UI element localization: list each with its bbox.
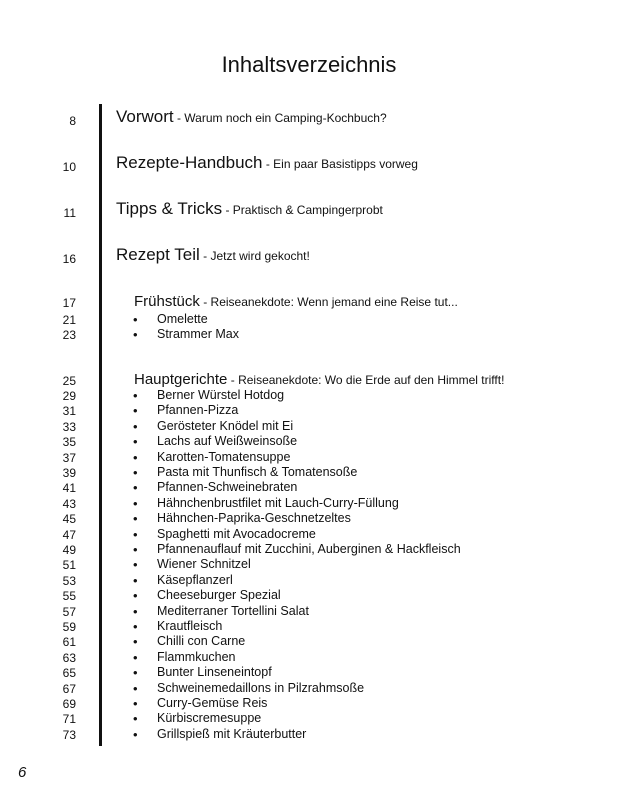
recipe-label: Cheeseburger Spezial <box>157 588 281 603</box>
bullet-icon: • <box>133 726 138 742</box>
bullet-icon: • <box>133 403 138 419</box>
recipe-label: Omelette <box>157 312 208 326</box>
toc-section[interactable] <box>0 245 600 265</box>
section-description: - Ein paar Basistipps vorweg <box>262 157 418 171</box>
section-title: Rezept Teil <box>116 245 200 264</box>
section-description: - Jetzt wird gekocht! <box>199 249 310 263</box>
page-number: 10 <box>62 160 76 174</box>
bullet-icon: • <box>133 511 138 527</box>
bullet-icon: • <box>133 603 138 619</box>
toc-section[interactable] <box>0 153 600 173</box>
recipe-label: Curry-Gemüse Reis <box>157 696 268 710</box>
page-number: 31 <box>62 404 76 419</box>
page-number: 61 <box>62 635 76 650</box>
page-number: 55 <box>62 589 76 604</box>
recipe-label: Spaghetti mit Avocadocreme <box>157 526 316 541</box>
section-title: Rezepte-Handbuch <box>116 153 263 172</box>
page-number: 16 <box>62 252 76 266</box>
page-number: 49 <box>62 543 76 557</box>
recipe-label: Wiener Schnitzel <box>157 557 251 572</box>
bullet-icon: • <box>133 465 138 480</box>
bullet-icon: • <box>133 449 138 465</box>
page-number: 45 <box>62 512 76 527</box>
bullet-icon: • <box>133 480 138 496</box>
recipe-label: Strammer Max <box>157 327 239 342</box>
bullet-icon: • <box>133 495 138 511</box>
bullet-icon: • <box>133 665 138 681</box>
bullet-icon: • <box>133 557 138 573</box>
page-number: 69 <box>62 697 76 711</box>
subsection-title: Frühstück <box>134 293 200 310</box>
toc-item[interactable] <box>0 727 600 747</box>
recipe-label: Lachs auf Weißweinsoße <box>157 434 298 449</box>
page-number: 11 <box>63 206 76 220</box>
bullet-icon: • <box>133 634 138 650</box>
recipe-label: Mediterraner Tortellini Salat <box>157 603 309 618</box>
bullet-icon: • <box>133 312 138 327</box>
page-number: 71 <box>62 712 76 727</box>
recipe-label: Pfannenauflauf mit Zucchini, Auberginen & Hackfleisch <box>157 542 461 556</box>
recipe-label: Pfannen-Pizza <box>157 403 239 418</box>
section-title: Tipps & Tricks <box>116 199 223 218</box>
page-number: 8 <box>69 114 76 128</box>
page-number: 53 <box>62 573 76 588</box>
bullet-icon: • <box>133 542 138 557</box>
recipe-label: Pasta mit Thunfisch & Tomatensoße <box>157 465 358 479</box>
recipe-label: Bunter Linseneintopf <box>157 665 272 680</box>
page-number: 37 <box>62 450 76 465</box>
section-title: Vorwort <box>116 107 174 126</box>
subsection-description: - Reiseanekdote: Wo die Erde auf den Himmel trifft! <box>227 373 505 387</box>
recipe-label: Berner Würstel Hotdog <box>157 388 285 402</box>
page-title: Inhaltsverzeichnis <box>221 52 397 77</box>
subsection-title: Hauptgerichte <box>134 371 228 388</box>
page-number: 59 <box>62 620 76 634</box>
recipe-label: Käsepflanzerl <box>157 572 233 587</box>
recipe-label: Chilli con Carne <box>157 634 246 649</box>
page-number: 67 <box>62 681 76 696</box>
bullet-icon: • <box>133 711 138 727</box>
page-number: 23 <box>62 328 76 343</box>
page-number: 17 <box>62 296 76 310</box>
page-folio: 6 <box>18 764 27 781</box>
recipe-label: Flammkuchen <box>157 649 236 664</box>
bullet-icon: • <box>133 434 138 450</box>
recipe-label: Grillspieß mit Kräuterbutter <box>157 726 307 741</box>
page-number: 41 <box>62 481 76 496</box>
recipe-label: Hähnchenbrustfilet mit Lauch-Curry-Füllung <box>157 495 399 510</box>
page-number: 35 <box>62 435 76 450</box>
page-number: 21 <box>62 313 76 327</box>
page-number: 47 <box>62 527 76 542</box>
page-number: 25 <box>62 374 76 388</box>
bullet-icon: • <box>133 649 138 665</box>
page-number: 65 <box>62 666 76 681</box>
section-description: - Warum noch ein Camping-Kochbuch? <box>173 111 387 125</box>
toc-item[interactable] <box>0 327 600 347</box>
recipe-label: Pfannen-Schweinebraten <box>157 480 298 495</box>
page-number: 29 <box>62 389 76 403</box>
recipe-label: Schweinemedaillons in Pilzrahmsoße <box>157 680 365 695</box>
bullet-icon: • <box>133 619 138 634</box>
recipe-label: Krautfleisch <box>157 619 223 633</box>
page-number: 57 <box>62 604 76 619</box>
section-description: - Praktisch & Campingerprobt <box>222 203 383 217</box>
bullet-icon: • <box>133 327 138 343</box>
toc-section[interactable] <box>0 107 600 127</box>
recipe-label: Gerösteter Knödel mit Ei <box>157 418 294 433</box>
bullet-icon: • <box>133 418 138 434</box>
bullet-icon: • <box>133 680 138 696</box>
recipe-label: Kürbiscremesuppe <box>157 711 262 726</box>
recipe-label: Hähnchen-Paprika-Geschnetzeltes <box>157 511 351 526</box>
bullet-icon: • <box>133 588 138 604</box>
page-number: 33 <box>62 419 76 434</box>
bullet-icon: • <box>133 696 138 711</box>
recipe-label: Karotten-Tomatensuppe <box>157 449 291 464</box>
page-number: 63 <box>62 650 76 665</box>
page-number: 51 <box>62 558 76 573</box>
bullet-icon: • <box>133 526 138 542</box>
bullet-icon: • <box>133 572 138 588</box>
toc-section[interactable] <box>0 199 600 219</box>
page-number: 39 <box>62 466 76 480</box>
page-number: 43 <box>62 496 76 511</box>
toc-subsection[interactable] <box>0 293 600 313</box>
bullet-icon: • <box>133 388 138 403</box>
subsection-description: - Reiseanekdote: Wenn jemand eine Reise tut... <box>199 295 458 309</box>
page-number: 73 <box>62 727 76 742</box>
